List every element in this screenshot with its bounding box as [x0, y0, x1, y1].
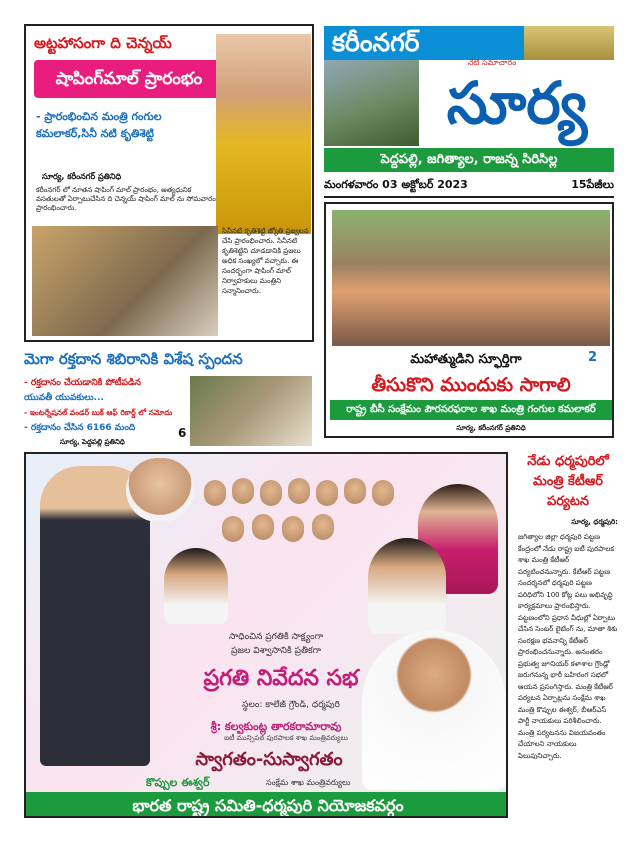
- mall-story[interactable]: [24, 24, 314, 342]
- mahatma-credit: సూర్య, కరీంనగర్ ప్రతినిధి: [456, 424, 526, 432]
- host-name: కొప్పుల ఈశ్వర్: [146, 776, 210, 789]
- koppula-eshwar-photo: [362, 630, 506, 790]
- mall-body: కరీంనగర్ లో నూతన షాపింగ్ మాల్ ప్రారంభం, అత్యధునిక వసతులతో ఏర్పాటుచేసిన ది చెన్నయ్ షాపింగ్ మాల్ ను సోమవారం ప్రారంభించారు.: [36, 186, 216, 212]
- issue-date: మంగళవారం 03 అక్టోబర్ 2023: [324, 178, 468, 191]
- newspaper-logo: సూర్య: [446, 69, 588, 137]
- leader-photo: [288, 478, 310, 504]
- leader-photo: [204, 480, 226, 506]
- leader-photo: [252, 514, 274, 540]
- host-role: సంక్షేమ శాఖ మంత్రివర్యులు: [266, 778, 351, 787]
- actress-photo: [216, 34, 311, 234]
- leader-photo: [312, 514, 334, 540]
- page-reference[interactable]: 6: [178, 426, 187, 440]
- leader-photo: [260, 480, 282, 506]
- leader-photo: [372, 480, 394, 506]
- building-image: [524, 26, 614, 60]
- leader-photo: [282, 516, 304, 542]
- masthead-band: [324, 26, 614, 60]
- tribute-photo: [332, 210, 610, 346]
- pragathi-ad[interactable]: [24, 452, 508, 818]
- mahatma-headline: తీసుకొని ముందుకు సాగాలి: [371, 374, 571, 396]
- blood-point: - రక్తదానం చేయడానికి పోటీపడిన: [24, 378, 141, 388]
- blood-credit: సూర్య, పెద్దపల్లి ప్రతినిధి: [60, 438, 125, 446]
- blood-headline[interactable]: మెగా రక్తదాన శిబిరానికి విశేష స్పందన: [24, 350, 243, 368]
- ad-footer: భారత రాష్ట్ర సమితి-ధర్మపురి నియోజకవర్గం: [26, 792, 508, 818]
- leader-photo: [164, 548, 228, 624]
- inauguration-photo: [32, 226, 218, 336]
- mall-subhead: - ప్రారంభించిన మంత్రి గంగుల కమలాకర్,సినీ నటి కృతిశెట్టి: [36, 110, 162, 140]
- side-headline[interactable]: నేడు ధర్మపురిలో మంత్రి కేటీఆర్ పర్యటన: [527, 454, 609, 509]
- kcr-photo: [126, 458, 194, 522]
- leader-photo: [344, 478, 366, 504]
- mahatma-story[interactable]: [324, 202, 614, 438]
- mall-body-continued: సినీనటి కృతిశెట్టి జ్యోతి ప్రజ్వలన చేసి ప్రారంభించారు. సినీనటి కృతిశెట్టిని చూడడానికి ప్రజలు అధిక సంఖ్యలో వచ్చారు. ఈ సందర్భంగా షాపింగ్ మాల్ నిర్వాహకులు మంత్రిని సన్మానించారు.: [222, 227, 309, 295]
- page-count: 15పేజీలు: [571, 178, 614, 191]
- mahatma-kicker: మహాత్ముడిని స్ఫూర్తిగా: [410, 352, 522, 367]
- welcome-text: స్వాగతం-సుస్వాగతం: [195, 749, 343, 770]
- side-body: జగిత్యాల జిల్లా ధర్మపురి పట్టణ కేంద్రంలో నేడు రాష్ట్ర ఐటీ పురపాలక శాఖ మంత్రి కేటీఆర్ పర్యటించనున్నారు. కేటీఆర్ పట్టణ సందర్శనలో ధర్మపురి పట్టణ పరిధిలోని 100 కోట్ల పలు అభివృద్ధి కార్యక్రమాలు ప్రారంభిస్తారు. పట్టణంలోని ప్రధాన వీధుల్లో ఏర్పాటు చేసిన సెంటర్ లైటింగ్ ను, మాతా శిశు సంరక్షణ భవనాన్ని కేటీఆర్ ప్రారంభించనున్నారు. అనంతరం ప్రభుత్వ జూనియర్ కళాశాల గ్రౌండ్లో జరుగనున్న భారీ బహిరంగ సభలో ఆయన ప్రసంగిస్తారు. మంత్రి కేటీఆర్ పర్యటన ఏర్పాట్లను సంక్షేమ శాఖ మంత్రి కొప్పుల ఈశ్వర్, బీఆర్ఎస్ పార్టీ నాయకులు పరిశీలించారు. మంత్రి పర్యటనను విజయవంతం చేయాలని నాయకులు పిలుపునిచ్చారు.: [518, 533, 618, 760]
- leader-photo: [232, 478, 254, 504]
- leader-photo: [316, 480, 338, 506]
- mall-headline: షాపింగ్‌మాల్ ప్రారంభం: [34, 60, 224, 98]
- masthead-divider: [324, 196, 614, 198]
- chief-guest-role: ఐటీ మున్సిపల్ పురపాలక శాఖ మంత్రివర్యులు: [224, 734, 348, 742]
- edition-title: కరీంనగర్: [332, 28, 420, 57]
- ad-tagline: ప్రజల విశ్వాసానికి ప్రతీకగా: [231, 646, 321, 656]
- page-reference[interactable]: 2: [588, 350, 598, 365]
- mall-credit: సూర్య, కరీంనగర్ ప్రతినిధి: [42, 172, 122, 181]
- blood-point: యువతీ యువకులు...: [24, 393, 104, 403]
- mall-kicker: అట్టహాసంగా ది చెన్నయ్: [34, 34, 172, 52]
- side-credit: సూర్య, ధర్మపురి:: [571, 518, 618, 526]
- blood-point: - రక్తదానం చేసిన 6166 మంది: [24, 423, 136, 433]
- leader-photo: [368, 538, 446, 634]
- event-title: ప్రగతి నివేదన సభ: [203, 666, 359, 691]
- police-photo: [190, 376, 312, 446]
- ad-tagline: సాధించిన ప్రగతికి సాక్ష్యంగా: [228, 632, 323, 642]
- leader-photo: [222, 516, 244, 542]
- dam-image: [324, 60, 419, 146]
- districts-band: పెద్దపల్లి, జగిత్యాల, రాజన్న సిరిసిల్ల: [324, 148, 614, 172]
- chief-guest: శ్రీ: కల్వకుంట్ల తారకరామారావు: [210, 720, 342, 733]
- minister-band: రాష్ట్ర బీసీ సంక్షేమం పౌరసరఫరాల శాఖ మంత్రి గంగుల కమలాకర్: [330, 400, 612, 420]
- logo-tagline: నేటి సమాచారం: [467, 58, 517, 67]
- blood-point: - ఇంటర్నేషనల్ వండర్ బుక్ ఆఫ్ రికార్డ్ లో నమోదు: [24, 408, 173, 417]
- event-venue: స్థలం: కాలేజ్ గ్రౌండ్, ధర్మపురి: [242, 700, 340, 710]
